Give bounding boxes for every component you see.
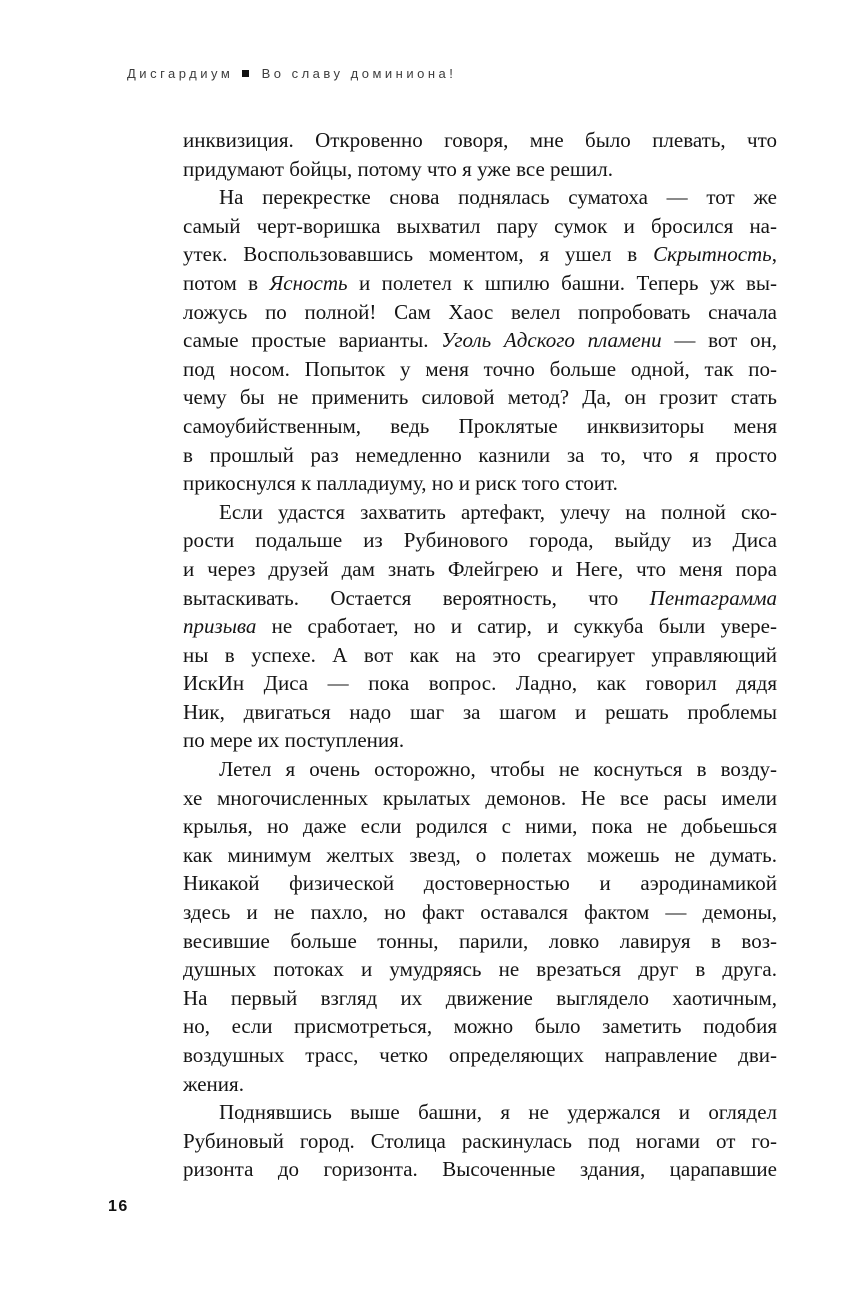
text-line: Ник, двигаться надо шаг за шагом и решать проблемы [183,699,777,724]
text-line: утек. Воспользовавшись моментом, я ушел в Скрытность, [183,242,777,267]
text-line: но, если присмотреться, можно было заметить подобия [183,1014,777,1039]
text-line: вытаскивать. Остается вероятность, что Пентаграмма [183,585,777,610]
text-line: Летел я очень осторожно, чтобы не коснуться в возду- [219,757,777,782]
text-line: ризонта до горизонта. Высоченные здания, царапавшие [183,1157,777,1182]
text-line: ложусь по полной! Сам Хаос велел попробовать сначала [183,299,777,324]
text-line: здесь и не пахло, но факт оставался фактом — демоны, [183,900,777,925]
text-line: самый черт-воришка выхватил пару сумок и бросился на- [183,213,777,238]
running-header-subtitle: Во славу доминиона! [261,66,457,81]
text-line: ны в успехе. А вот как на это среагирует управляющий [183,642,777,667]
text-line: На первый взгляд их движение выглядело хаотичным, [183,985,777,1010]
text-line: под носом. Попыток у меня точно больше одной, так по- [183,356,777,381]
text-line: в прошлый раз немедленно казнили за то, что я просто [183,442,777,467]
text-line: Рубиновый город. Столица раскинулась под ногами от го- [183,1128,777,1153]
text-line: чему бы не применить силовой метод? Да, он грозит стать [183,385,777,410]
body-text [183,126,777,1184]
text-line: крылья, но даже если родился с ними, пока не добьешься [183,814,777,839]
text-line: хе многочисленных крылатых демонов. Не все расы имели [183,785,777,810]
running-header-title: Дисгардиум [127,66,234,81]
text-line: жения. [183,1071,244,1096]
text-line: весившие больше тонны, парили, ловко лавируя в воз- [183,928,777,953]
text-line: как минимум желтых звезд, о полетах можешь не думать. [183,842,777,867]
running-header [127,66,456,81]
text-line: Никакой физической достоверностью и аэродинамикой [183,871,777,896]
text-line: призыва не сработает, но и сатир, и суккуба были увере- [183,614,777,639]
text-line: и через друзей дам знать Флейгрею и Неге, что меня пора [183,556,777,581]
text-line: инквизиция. Откровенно говоря, мне было плевать, что [183,128,777,152]
text-line: самоубийственным, ведь Проклятые инквизиторы меня [183,413,777,438]
square-separator-icon [242,70,249,77]
text-line: по мере их поступления. [183,728,405,753]
text-line: Поднявшись выше башни, я не удержался и оглядел [219,1100,777,1125]
text-line: придумают бойцы, потому что я уже все решил. [183,156,614,181]
text-line: На перекрестке снова поднялась суматоха — тот же [219,185,777,210]
text-line: потом в Ясность и полетел к шпилю башни. Теперь уж вы- [183,270,777,295]
text-line: воздушных трасс, четко определяющих направление дви- [183,1043,777,1067]
page-number: 16 [108,1198,129,1215]
text-line: ИскИн Диса — пока вопрос. Ладно, как говорил дядя [183,671,777,696]
text-line: самые простые варианты. Уголь Адского пламени — вот он, [183,328,777,353]
text-line: прикоснулся к палладиуму, но и риск того стоит. [183,471,618,496]
text-line: рости подальше из Рубинового города, выйду из Диса [183,528,777,553]
text-line: душных потоках и умудряясь не врезаться друг в друга. [183,957,777,982]
text-line: Если удастся захватить артефакт, улечу на полной ско- [219,499,777,524]
